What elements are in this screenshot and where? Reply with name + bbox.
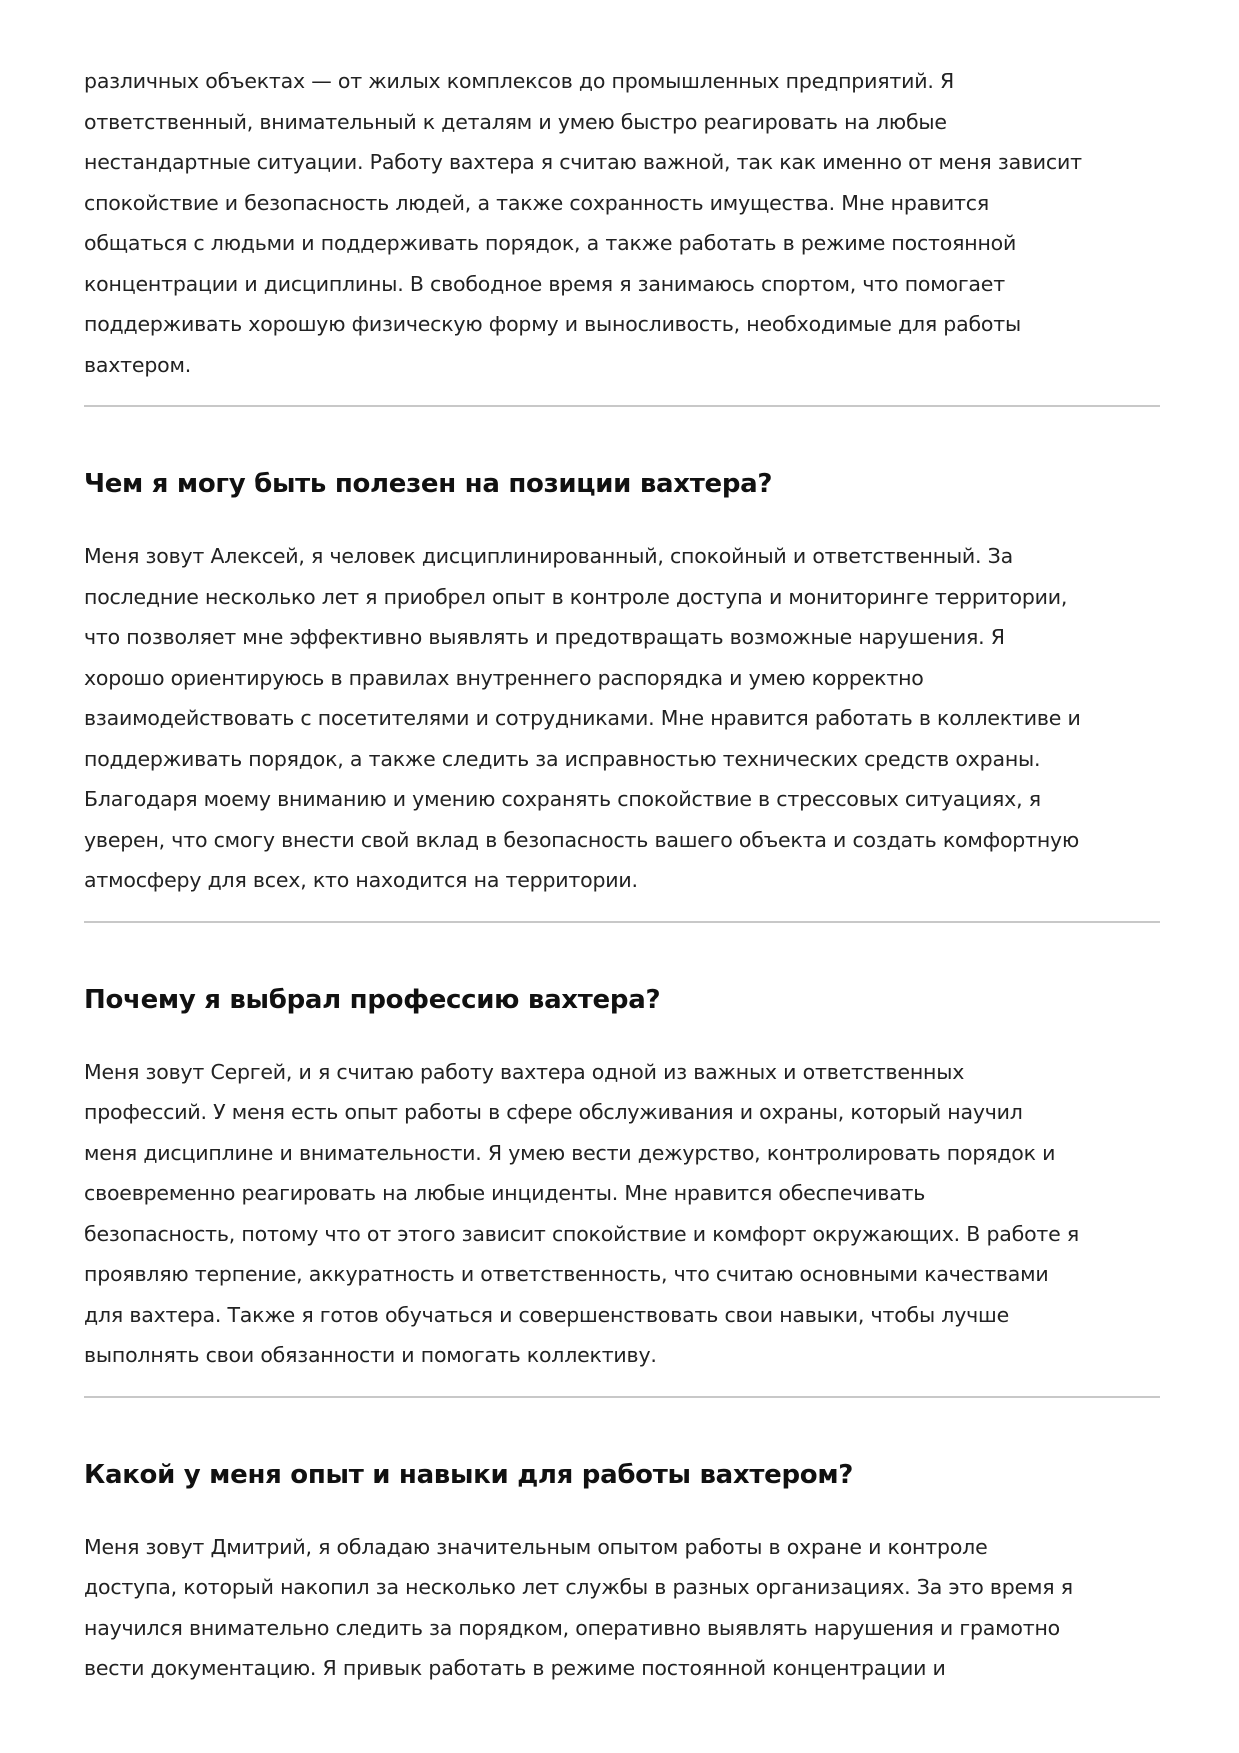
intro-paragraph [84,61,1160,385]
paragraph-line: меня дисциплине и внимательности. Я умею вести дежурство, контролировать порядок и [84,1140,1056,1165]
paragraph-line: что позволяет мне эффективно выявлять и предотвращать возможные нарушения. Я [84,625,1005,649]
section-paragraph [84,536,1160,901]
section-divider [84,405,1160,407]
paragraph-line: Меня зовут Дмитрий, я обладаю значительным опытом работы в охране и контроле [84,1534,988,1559]
paragraph-line: выполнять свои обязанности и помогать коллективу. [84,1343,657,1367]
paragraph-line: проявляю терпение, аккуратность и ответственность, что считаю основными качествами [84,1262,1049,1286]
paragraph-line: профессий. У меня есть опыт работы в сфере обслуживания и охраны, который научил [84,1100,1023,1124]
section-heading: Какой у меня опыт и навыки для работы вахтером? [84,1459,854,1490]
paragraph-line: вести документацию. Я привык работать в режиме постоянной концентрации и [84,1656,946,1680]
paragraph-line: доступа, который накопил за несколько лет службы в разных организациях. За это время я [84,1575,1073,1599]
paragraph-line: безопасность, потому что от этого зависит спокойствие и комфорт окружающих. В работе я [84,1221,1080,1246]
paragraph-line: взаимодействовать с посетителями и сотрудниками. Мне нравится работать в коллективе и [84,706,1081,730]
paragraph-line: ответственный, внимательный к деталям и умею быстро реагировать на любые [84,109,947,134]
paragraph-line: различных объектах — от жилых комплексов до промышленных предприятий. Я [84,69,955,93]
paragraph-line: поддерживать порядок, а также следить за исправностью технических средств охраны. [84,746,1041,771]
section-divider [84,1396,1160,1398]
paragraph-line: вахтером. [84,352,192,377]
paragraph-line: общаться с людьми и поддерживать порядок, а также работать в режиме постоянной [84,231,1017,255]
paragraph-line: уверен, что смогу внести свой вклад в безопасность вашего объекта и создать комфортную [84,827,1080,852]
section-divider [84,921,1160,923]
paragraph-line: для вахтера. Также я готов обучаться и совершенствовать свои навыки, чтобы лучше [84,1302,1010,1327]
paragraph-line: Благодаря моему вниманию и умению сохранять спокойствие в стрессовых ситуациях, я [84,787,1041,811]
section-paragraph [84,1052,1160,1376]
paragraph-line: последние несколько лет я приобрел опыт в контроле доступа и мониторинге территории, [84,584,1068,609]
paragraph-line: Меня зовут Алексей, я человек дисциплинированный, спокойный и ответственный. За [84,544,1013,568]
paragraph-line: концентрации и дисциплины. В свободное время я занимаюсь спортом, что помогает [84,271,1005,296]
paragraph-line: Меня зовут Сергей, и я считаю работу вахтера одной из важных и ответственных [84,1059,965,1084]
paragraph-line: спокойствие и безопасность людей, а также сохранность имущества. Мне нравится [84,190,989,215]
paragraph-line: поддерживать хорошую физическую форму и выносливость, необходимые для работы [84,312,1021,336]
paragraph-line: хорошо ориентируюсь в правилах внутреннего распорядка и умею корректно [84,665,924,690]
section-paragraph [84,1527,1160,1689]
section-heading: Почему я выбрал профессию вахтера? [84,984,661,1015]
paragraph-line: своевременно реагировать на любые инциденты. Мне нравится обеспечивать [84,1181,926,1205]
section-heading: Чем я могу быть полезен на позиции вахтера? [84,469,773,499]
paragraph-line: атмосферу для всех, кто находится на территории. [84,868,638,892]
paragraph-line: нестандартные ситуации. Работу вахтера я считаю важной, так как именно от меня зависит [84,150,1082,174]
paragraph-line: научился внимательно следить за порядком, оперативно выявлять нарушения и грамотно [84,1615,1061,1640]
